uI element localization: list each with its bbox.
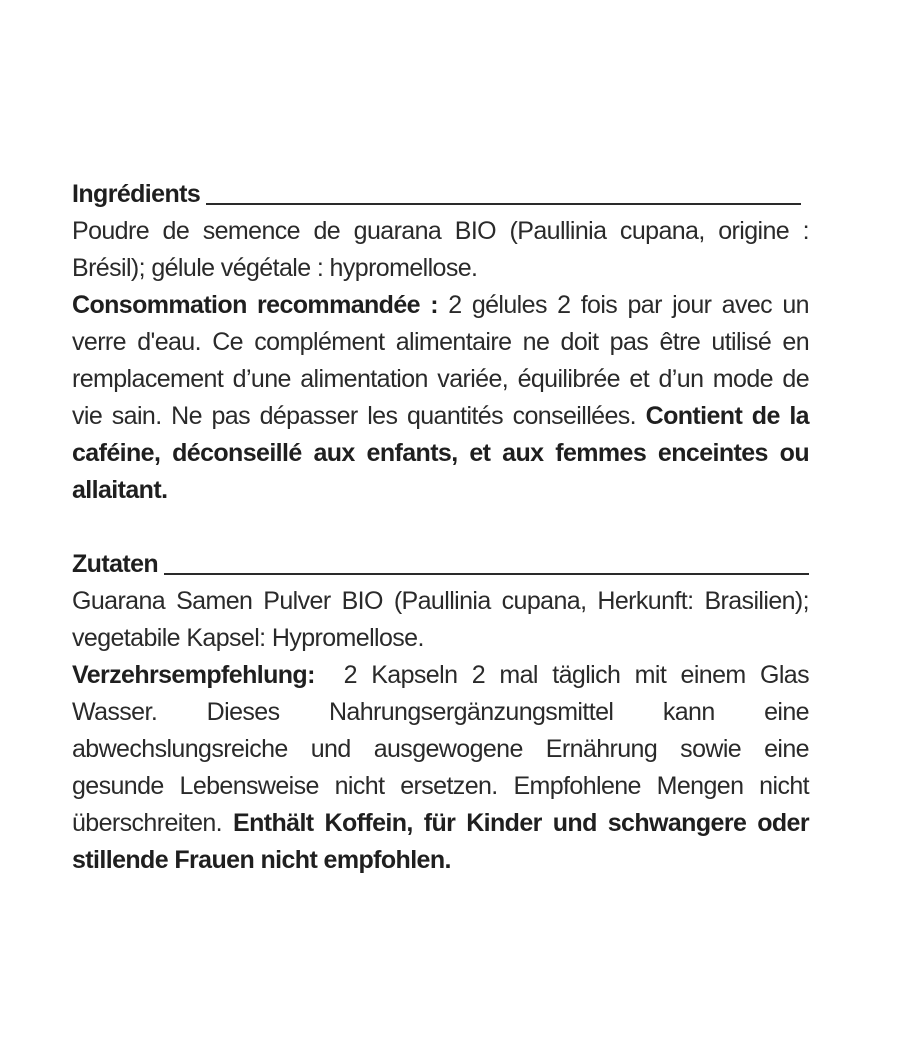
usage-paragraph-de — [72, 657, 809, 879]
usage-text-fr: 2 gélules 2 fois par jour avec un verre d'eau. Ce complément alimentaire ne doit pas être utilisé en remplacement d’une alimentation variée, équilibrée et d’un mode de vie sain. Ne pas dépasser les quantités conseillées. — [72, 291, 809, 430]
usage-label-de: Verzehrsempfehlung: — [72, 661, 315, 689]
warning-text-de: Enthält Koffein, für Kinder und schwangere oder stillende Frauen nicht empfohlen. — [72, 809, 809, 874]
ingredients-title-fr: Ingrédients — [72, 180, 201, 208]
heading-underline-de — [164, 573, 809, 575]
warning-text-fr: Contient de la caféine, déconseillé aux enfants, et aux femmes enceintes ou allaitant. — [72, 402, 809, 504]
heading-underline-fr — [206, 203, 801, 205]
ingredients-text-de: Guarana Samen Pulver BIO (Paullinia cupana, Herkunft: Brasilien); vegetabile Kapsel: Hypromellose. — [72, 587, 809, 652]
ingredients-text-fr: Poudre de semence de guarana BIO (Paullinia cupana, origine : Brésil); gélule végétale : hypromellose. — [72, 217, 809, 282]
usage-text-de: 2 Kapseln 2 mal täglich mit einem Glas Wasser. Dieses Nahrungsergänzungsmittel kann eine abwechslungsreiche und ausgewogene Ernährung sowie eine gesunde Lebensweise nicht ersetzen. Empfohlene Mengen nicht überschreiten. — [72, 661, 810, 837]
product-label-text — [72, 176, 809, 879]
usage-paragraph-fr — [72, 287, 809, 509]
usage-label-fr: Consommation recommandée : — [72, 291, 438, 319]
ingredients-title-de: Zutaten — [72, 550, 159, 578]
french-section — [72, 176, 809, 509]
german-section — [72, 546, 809, 879]
ingredients-heading-fr — [72, 176, 809, 213]
ingredients-heading-de — [72, 546, 809, 583]
